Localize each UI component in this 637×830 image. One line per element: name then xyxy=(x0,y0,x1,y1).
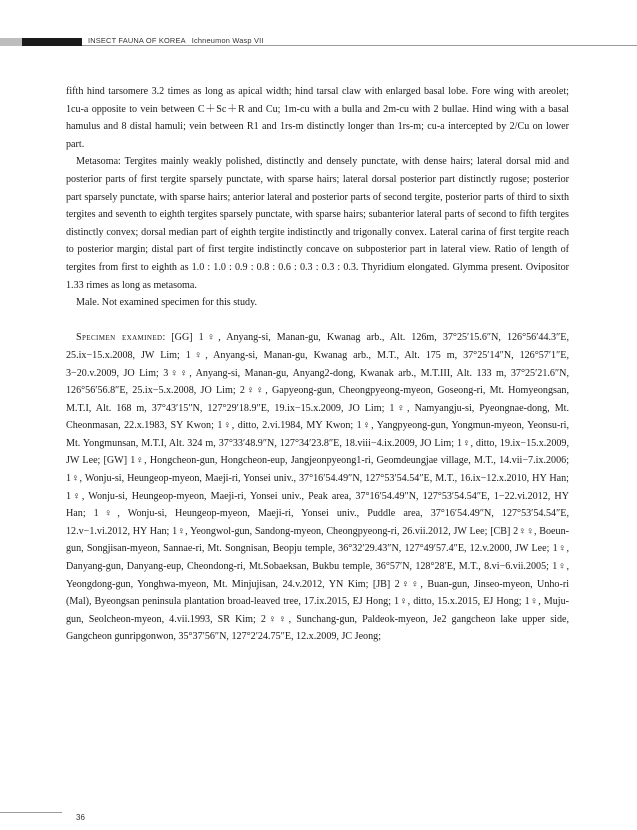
paragraph-specimens-examined xyxy=(66,329,569,646)
page-body xyxy=(66,83,569,646)
specimens-heading: Specimen examined xyxy=(76,332,163,344)
running-head-series: INSECT FAUNA OF KOREA xyxy=(88,36,186,45)
footer-rule xyxy=(0,812,62,813)
paragraph-wing-description: fifth hind tarsomere 3.2 times as long as apical width; hind tarsal claw with enlarged basal lobe. Fore wing with areolet; 1cu-a opposite to vein between C＋Sc＋R and Cu; 1m-cu with a bulla and 2m-cu with 2 bullae. Hind wing with a basal hamulus and 8 distal hamuli; vein between R1 and 1rs-m distinctly longer than 1rs-m; cu-a intercepted by 2/Cu on lower part. xyxy=(66,86,569,150)
running-head-volume: Ichneumon Wasp VII xyxy=(191,36,264,45)
paragraph-male: Male. Not examined specimen for this study. xyxy=(76,297,257,309)
header-accent-bar-gray xyxy=(0,38,22,46)
running-head xyxy=(88,36,264,45)
paragraph-metasoma: Metasoma: Tergites mainly weakly polished, distinctly and densely punctate, with dense hairs; lateral dorsal mid and posterior parts of first tergite sparsely punctate, with sparse hairs; lateral dorsal posterior part distinctly rugose; posterior part sparsely punctate, with sparse hairs; anterior lateral and posterior parts of second tergite, posterior parts of third to sixth tergites and seventh to eighth tergites sparsely punctate, with sparse hairs; subanterior lateral parts of second to fifth tergites distinctly convex; dorsal median part of eighth tergite indistinctly and trigonally convex. Lateral carina of first tergite reach to posterior margin; distal part of first tergite indistinctly concave on subposterior part in lateral view. Ratio of length of tergites from first to eighth as 1.0 : 1.0 : 0.9 : 0.8 : 0.6 : 0.3 : 0.3 : 0.3. Thyridium elongated. Glymma present. Ovipositor 1.33 rimes as long as metasoma. xyxy=(66,156,569,291)
header-accent-bar-black xyxy=(22,38,82,46)
header-rule xyxy=(82,45,637,46)
page-number: 36 xyxy=(76,813,85,822)
specimens-list: : [GG] 1♀, Anyang-si, Manan-gu, Kwanag arb., Alt. 126m, 37°25′15.6″N, 126°56′44.3″E, 25.ix−15.x.2008, JW Lim; 1♀, Anyang-si, Manan-gu, Kwanag arb., M.T., Alt. 175 m, 37°25′14″N, 126°57′1″E, 3−20.v.2009, JO Lim; 3♀♀, Anyang-si, Manan-gu, Anyang2-dong, Kwanak arb., M.T.III, Alt. 133 m, 37°25′21.6″N, 126°56′56.8″E, 25.ix−5.x.2008, JO Lim; 2♀♀, Gapyeong-gun, Cheongpyeong-myeon, Goseong-ri, Mt. Homyeongsan, M.T.I, Alt. 168 m, 37°43′15″N, 127°29′18.9″E, 19.ix−15.x.2009, JO Lim; 1♀, Namyangju-si, Pyeongnae-dong, Mt. Cheonmasan, 22.x.1983, SY Kwon; 1♀, ditto, 2.vi.1984, MY Kwon; 1♀, Yangpyeong-gun, Yongmun-myeon, Yeonsu-ri, Mt. Yongmunsan, M.T.I, Alt. 324 m, 37°33′48.9″N, 127°34′23.8″E, 18.viii−4.ix.2009, JO Lim; 1♀, ditto, 19.ix−15.x.2009, JW Lee; [GW] 1♀, Hongcheon-gun, Hongcheon-eup, Jangjeonpyeong1-ri, Geomdeungjae village, M.T., 14.vii−7.ix.2006; 1♀, Wonju-si, Heungeop-myeon, Maeji-ri, Yonsei univ., 37°16′54.49″N, 127°53′54.54″E, M.T., 16.ix−12.x.2010, HY Han; 1♀, Wonju-si, Heungeop-myeon, Maeji-ri, Yonsei univ., Peak area, 37°16′54.49″N, 127°53′54.54″E, 1−22.vi.2012, HY Han; 1♀, Wonju-si, Heungeop-myeon, Maeji-ri, Yonsei univ., Puddle area, 37°16′54.49″N, 127°53′54.54″E, 12.v−1.vi.2012, HY Han; 1♀, Yeongwol-gun, Sandong-myeon, Cheongpyeong-ri, 26.vii.2012, JW Lee; [CB] 2♀♀, Boeun-gun, Songjisan-myeon, Sannae-ri, Mt. Songnisan, Beopju temple, 36°32′29.43″N, 127°49′57.4″E, 12.v.2000, JW Lee; 1♀, Danyang-gun, Danyang-eup, Cheondong-ri, Mt.Sobaeksan, Bukbu temple, 36°57′N, 128°28′E, M.T., 8.vi−6.vii.2005; 1♀, Yeongdong-gun, Yonghwa-myeon, Mt. Minjujisan, 24.v.2012, YN Kim; [JB] 2♀♀, Buan-gun, Jinseo-myeon, Unho-ri (Mal), Byeongsan peninsula plantation broad-leaved tree, 17.ix.2015, EJ Hong; 1♀, ditto, 15.x.2015, EJ Hong; 1♀, Muju-gun, Seolcheon-myeon, 4.vii.1993, SR Kim; 2♀♀, Sunchang-gun, Paldeok-myeon, Je2 gangcheon lake upper side, Gangcheon gunripgonwon, 35°37′56″N, 127°2′24.75″E, 12.x.2009, JC Jeong; xyxy=(66,332,569,643)
